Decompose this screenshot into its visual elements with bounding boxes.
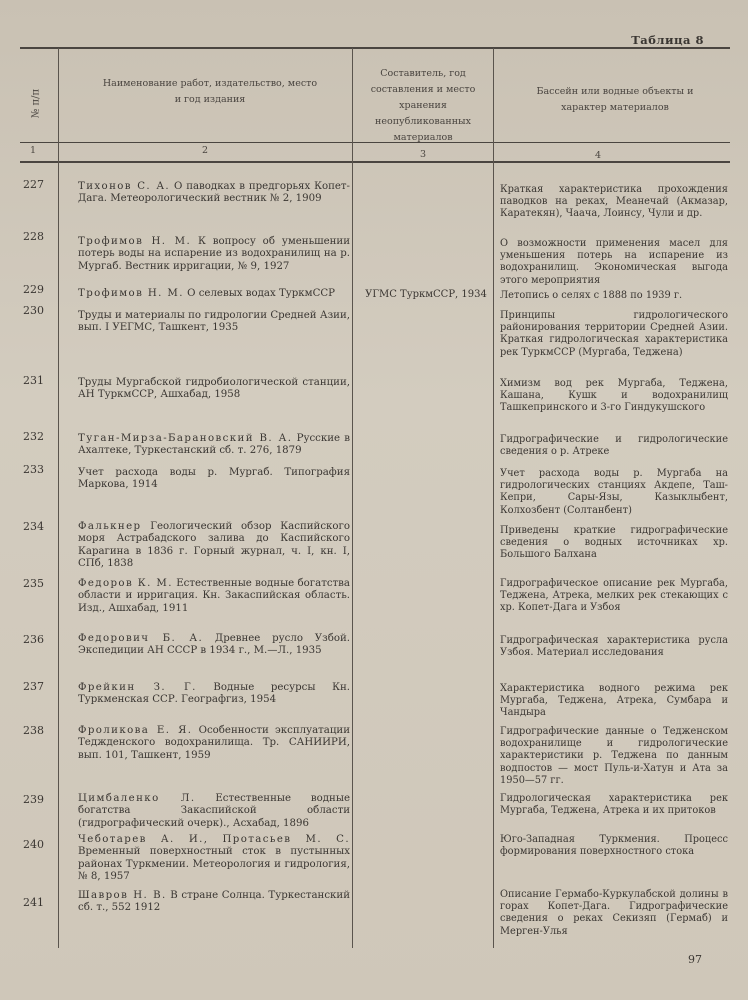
work-title-text: Особенности эксплуатации Теджденского водохранилища. Тр. САНИИРИ, вып. 101, Ташкент, 1959 — [78, 725, 350, 761]
material-description: Гидрографические данные о Тедженском водохранилище и гидрологические характеристики р. Теджена по данным водпостов — мост Пуль-и-Хатун и Ата за 1950—57 гг. — [500, 726, 728, 786]
row-number: 232 — [23, 430, 44, 443]
material-description: Характеристика водного режима рек Мургаба, Теджена, Атрека, Сумбара и Чандыра — [500, 683, 728, 719]
page-number: 97 — [688, 953, 702, 966]
work-title-text: К вопросу об уменьшении потерь воды на испарение из водохранилищ на р. Мургаб. Вестник ирригации, № 9, 1927 — [78, 236, 350, 272]
work-title — [78, 834, 350, 883]
row-number: 238 — [23, 724, 44, 737]
material-description: Гидрографические и гидрологические сведения о р. Атреке — [500, 434, 728, 458]
material-description: Гидрологическая характеристика рек Мургаба, Теджена, Атрека и их притоков — [500, 793, 728, 817]
material-description: Гидрографическое описание рек Мургаба, Теджена, Атрека, мелких рек стекающих с хр. Копет-Дага и Узбоя — [500, 578, 728, 614]
work-title — [78, 310, 350, 335]
author-name: Туган-Мирза-Барановский В. А. — [78, 433, 293, 444]
author-name: Трофимов Н. М. — [78, 236, 192, 247]
work-title — [78, 236, 350, 273]
material-description: Учет расхода воды р. Мургаба на гидрологических станциях Акдепе, Таш-Кепри, Сары-Язы, Казыклыбент, Колхозбент (Солтанбент) — [500, 468, 728, 516]
work-title-text: Естественные водные богатства Закаспийской области (гидрографический очерк)., Асхабад, 1896 — [78, 793, 350, 829]
row-number: 229 — [23, 283, 44, 296]
work-title — [78, 521, 350, 570]
work-title-text: О селевых водах ТуркмССР — [183, 288, 336, 299]
header-top-rule — [20, 47, 730, 49]
material-description: Летопись о селях с 1888 по 1939 г. — [500, 290, 683, 301]
author-name: Чеботарев А. И., Протасьев М. С. — [78, 834, 350, 845]
header-bottom-rule — [20, 161, 730, 163]
row-number: 241 — [23, 896, 44, 909]
row-number: 240 — [23, 838, 44, 851]
column-number-4: 4 — [595, 150, 602, 161]
row-number: 235 — [23, 577, 44, 590]
author-name: Фалькнер — [78, 521, 142, 532]
material-description: Принципы гидрологического районирования территории Средней Азии. Краткая гидрологическая характеристика рек ТуркмССР (Мургаба, Теджена) — [500, 310, 728, 358]
work-title — [78, 181, 350, 206]
row-number: 237 — [23, 680, 44, 693]
author-name: Шавров Н. В. — [78, 890, 167, 901]
work-title-text: Геологический обзор Каспийского моря Астрабадского залива до Каспийского Карагина в 1836 г. Горный журнал, ч. I, кн. I, СПб, 1838 — [78, 521, 350, 569]
work-title-text: О паводках в предгорьях Копет-Дага. Метеорологический вестник № 2, 1909 — [78, 181, 350, 205]
material-description: Описание Гермабо-Куркулабской долины в горах Копет-Дага. Гидрографические сведения о реках Секизяп (Гермаб) и Мерген-Улья — [500, 889, 728, 937]
work-title — [78, 578, 350, 615]
header-col-2: Наименование работ, издательство, место и год издания — [102, 78, 318, 105]
material-description: Гидрографическая характеристика русла Узбоя. Материал исследования — [500, 635, 728, 659]
author-name: Федоров К. М. — [78, 578, 173, 589]
row-number: 233 — [23, 463, 44, 476]
work-title — [78, 725, 350, 762]
work-title — [78, 377, 350, 402]
material-description: Химизм вод рек Мургаба, Теджена, Кашана, Кушк и водохранилищ Ташкепринского и 3-го Гиндукушского — [500, 378, 728, 414]
column-divider-2 — [352, 48, 353, 948]
header-col-3: Составитель, год составления и место хранения неопубликованных материалов — [370, 68, 476, 143]
header-col-1: № п/п — [30, 88, 42, 119]
work-title-text: Древнее русло Узбой. Экспедиции АН СССР в 1934 г., М.—Л., 1935 — [78, 633, 350, 657]
work-title-text: Труды и материалы по гидрологии Средней Азии, вып. I УЕГМС, Ташкент, 1935 — [78, 310, 350, 334]
row-number: 236 — [23, 633, 44, 646]
work-title-text: Русские в Ахалтеке, Туркестанский сб. т. 276, 1879 — [78, 433, 350, 457]
column-number-3: 3 — [420, 149, 427, 160]
work-title — [78, 682, 350, 707]
table-label: Таблица 8 — [631, 33, 704, 47]
material-description: Приведены краткие гидрографические сведения о водных источниках хр. Большого Балхана — [500, 525, 728, 561]
compiler-info: УГМС ТуркмССР, 1934 — [365, 289, 487, 300]
author-name: Фроликова Е. Я. — [78, 725, 193, 736]
author-name: Фрейкин З. Г. — [78, 682, 197, 693]
row-number: 230 — [23, 304, 44, 317]
work-title — [78, 890, 350, 915]
column-number-2: 2 — [202, 145, 209, 156]
material-description: О возможности применения масел для уменьшения потерь на испарение из водохранилищ. Экономическая выгода этого мероприятия — [500, 238, 728, 286]
work-title-text: Учет расхода воды р. Мургаб. Типография Маркова, 1914 — [78, 467, 350, 491]
work-title-text: Временный поверхностный сток в пустынных районах Туркмении. Метеорология и гидрология, № 8, 1957 — [78, 846, 350, 882]
row-number: 228 — [23, 230, 44, 243]
material-description: Юго-Западная Туркмения. Процесс формирования поверхностного стока — [500, 834, 728, 858]
work-title — [78, 288, 350, 300]
column-divider-1 — [58, 48, 59, 948]
header-col-4: Бассейн или водные объекты и характер материалов — [536, 86, 694, 113]
author-name: Тихонов С. А. — [78, 181, 171, 192]
column-divider-3 — [493, 48, 494, 948]
row-number: 239 — [23, 793, 44, 806]
author-name: Трофимов Н. М. — [78, 288, 184, 299]
work-title-text: В стране Солнца. Туркестанский сб. т., 552 1912 — [78, 890, 350, 914]
author-name: Федорович Б. А. — [78, 633, 204, 644]
row-number: 227 — [23, 178, 44, 191]
work-title — [78, 793, 350, 830]
work-title — [78, 433, 350, 458]
row-number: 234 — [23, 520, 44, 533]
work-title-text: Водные ресурсы Кн. Туркменская ССР. Географгиз, 1954 — [78, 682, 350, 706]
material-description: Краткая характеристика прохождения паводков на реках, Меанечай (Акмазар, Каратекян), Чаача, Лоинсу, Чули и др. — [500, 184, 728, 220]
work-title — [78, 467, 350, 492]
work-title-text: Труды Мургабской гидробиологической станции, АН ТуркмССР, Ашхабад, 1958 — [78, 377, 350, 401]
work-title-text: Естественные водные богатства области и ирригация. Кн. Закаспийская область. Изд., Ашхабад, 1911 — [78, 578, 350, 614]
column-number-1: 1 — [30, 145, 37, 156]
author-name: Цимбаленко Л. — [78, 793, 196, 804]
row-number: 231 — [23, 374, 44, 387]
work-title — [78, 633, 350, 658]
